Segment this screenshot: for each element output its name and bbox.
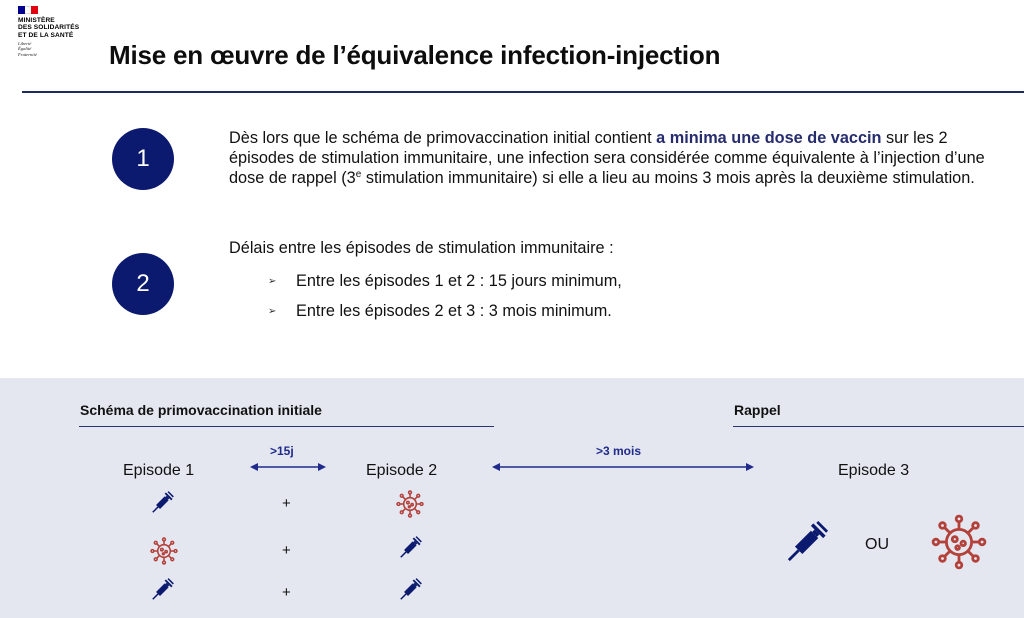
syringe-icon (148, 489, 176, 517)
syringe-icon (396, 534, 424, 562)
step-2-badge: 2 (112, 253, 174, 315)
virus-icon (931, 514, 987, 570)
bullet-arrow-icon: ➢ (268, 276, 277, 287)
bullet-text: Entre les épisodes 1 et 2 : 15 jours minimum, (296, 272, 622, 290)
french-flag-icon (18, 6, 38, 14)
page-title: Mise en œuvre de l’équivalence infection-injection (109, 40, 721, 70)
syringe-icon (396, 576, 424, 604)
rappel-divider (733, 426, 1024, 427)
bullet-item (268, 272, 622, 291)
episode-2-label: Episode 2 (366, 462, 438, 479)
schema-divider (79, 426, 494, 427)
syringe-icon (780, 517, 832, 569)
schema-heading: Schéma de primovaccination initiale (80, 402, 322, 418)
rappel-heading: Rappel (734, 402, 781, 418)
point-1-text-after: stimulation immunitaire) si elle a lieu au moins 3 mois après la deuxième stimulation. (361, 169, 975, 187)
gap-12-label: >15j (270, 444, 294, 458)
point-1-text (229, 128, 1009, 188)
episode-1-label: Episode 1 (123, 462, 195, 479)
logo-text: MINISTÈRE DES SOLIDARITÉS ET DE LA SANTÉ (18, 17, 80, 39)
virus-icon (150, 537, 178, 565)
point-1-text-before: Dès lors que le schéma de primovaccination initial contient (229, 129, 657, 147)
ministry-logo (18, 6, 98, 57)
syringe-icon (148, 576, 176, 604)
title-divider (22, 91, 1024, 93)
logo-motto: Liberté Égalité Fraternité (18, 41, 37, 57)
or-label: OU (865, 536, 889, 553)
virus-icon (396, 490, 424, 518)
point-1-highlight: a minima une dose de vaccin (656, 129, 882, 147)
step-1-badge: 1 (112, 128, 174, 190)
episode-3-label: Episode 3 (838, 462, 910, 479)
double-arrow-icon (492, 461, 754, 473)
point-2-intro: Délais entre les épisodes de stimulation immunitaire : (229, 239, 614, 257)
bullet-text: Entre les épisodes 2 et 3 : 3 mois minimum. (296, 302, 612, 320)
gap-23-label: >3 mois (596, 444, 642, 458)
plus-sign: + (282, 495, 291, 512)
bullet-item (268, 302, 612, 321)
bullet-arrow-icon: ➢ (268, 306, 277, 317)
plus-sign: + (282, 542, 291, 559)
point-1-sup: e (355, 169, 362, 180)
point-1-text-mid: sur les 2 épisodes de stimulation immunitaire, une infection sera considérée comme équivalente à l’injection d’une dose de rappel (3 (229, 129, 985, 187)
plus-sign: + (282, 584, 291, 601)
double-arrow-icon (250, 461, 326, 473)
